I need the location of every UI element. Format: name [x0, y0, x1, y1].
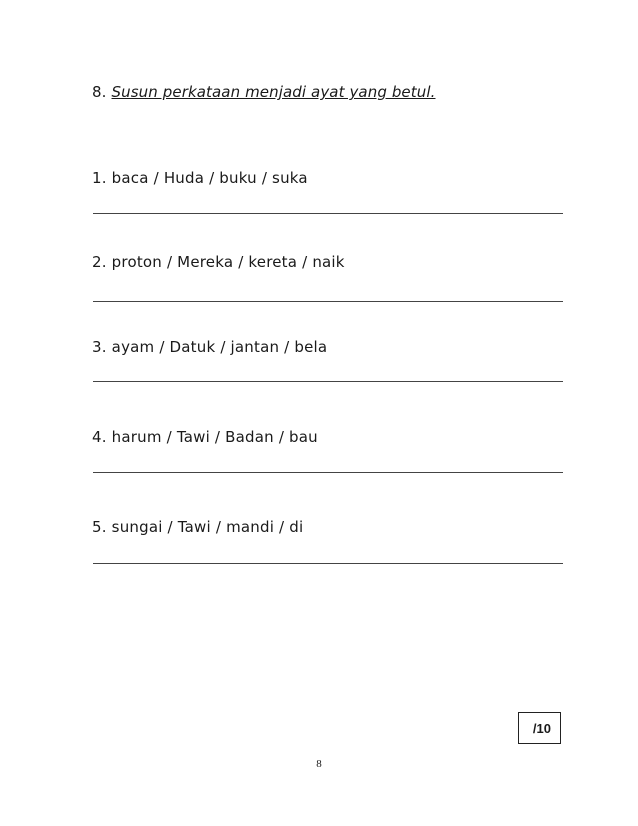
- section-instruction: Susun perkataan menjadi ayat yang betul.: [111, 83, 436, 101]
- answer-line-1[interactable]: [93, 213, 563, 214]
- question-4: 4. harum / Tawi / Badan / bau: [92, 428, 318, 446]
- section-heading: [92, 83, 436, 101]
- score-total: /10: [532, 720, 551, 736]
- answer-line-5[interactable]: [93, 563, 563, 564]
- section-number: 8.: [92, 83, 107, 101]
- question-1: 1. baca / Huda / buku / suka: [92, 169, 308, 187]
- question-2: 2. proton / Mereka / kereta / naik: [92, 253, 345, 271]
- question-3: 3. ayam / Datuk / jantan / bela: [92, 338, 328, 356]
- answer-line-4[interactable]: [93, 472, 563, 473]
- answer-line-3[interactable]: [93, 381, 563, 382]
- page-number: 8: [316, 758, 322, 770]
- question-5: 5. sungai / Tawi / mandi / di: [92, 518, 304, 536]
- score-box: [518, 712, 561, 744]
- answer-line-2[interactable]: [93, 301, 563, 302]
